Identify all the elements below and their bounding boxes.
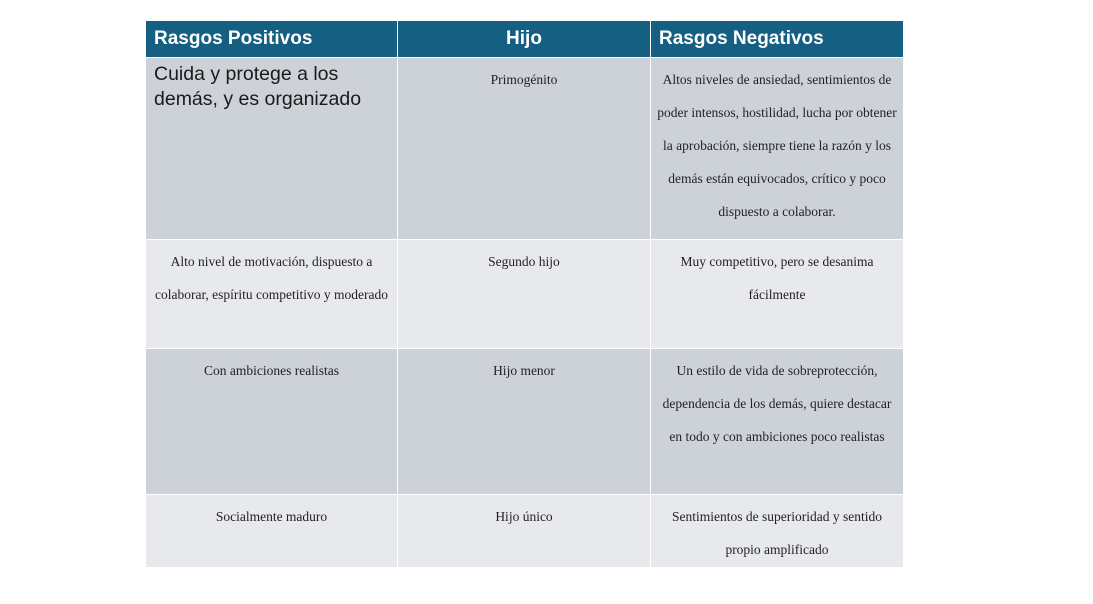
row-4-child: Hijo único [398, 495, 650, 567]
row-1-child: Primogénito [398, 58, 650, 239]
row-1-negative: Altos niveles de ansiedad, sentimientos de poder intensos, hostilidad, lucha por obtener la aprobación, siempre tiene la razón y los demás están equivocados, crítico y poco dispuesto a colaborar. [651, 58, 903, 239]
row-3-negative: Un estilo de vida de sobreprotección, dependencia de los demás, quiere destacar en todo y con ambiciones poco realistas [651, 349, 903, 494]
row-1-positive: Cuida y protege a los demás, y es organizado [146, 58, 397, 239]
header-child: Hijo [398, 21, 650, 57]
row-2-child: Segundo hijo [398, 240, 650, 348]
birth-order-table [146, 21, 903, 567]
row-2-positive: Alto nivel de motivación, dispuesto a colaborar, espíritu competitivo y moderado [146, 240, 397, 348]
row-3-child: Hijo menor [398, 349, 650, 494]
row-2-negative: Muy competitivo, pero se desanima fácilmente [651, 240, 903, 348]
row-4-negative: Sentimientos de superioridad y sentido propio amplificado [651, 495, 903, 567]
header-negative-traits: Rasgos Negativos [651, 21, 903, 57]
row-4-positive: Socialmente maduro [146, 495, 397, 567]
row-3-positive: Con ambiciones realistas [146, 349, 397, 494]
header-positive-traits: Rasgos Positivos [146, 21, 397, 57]
